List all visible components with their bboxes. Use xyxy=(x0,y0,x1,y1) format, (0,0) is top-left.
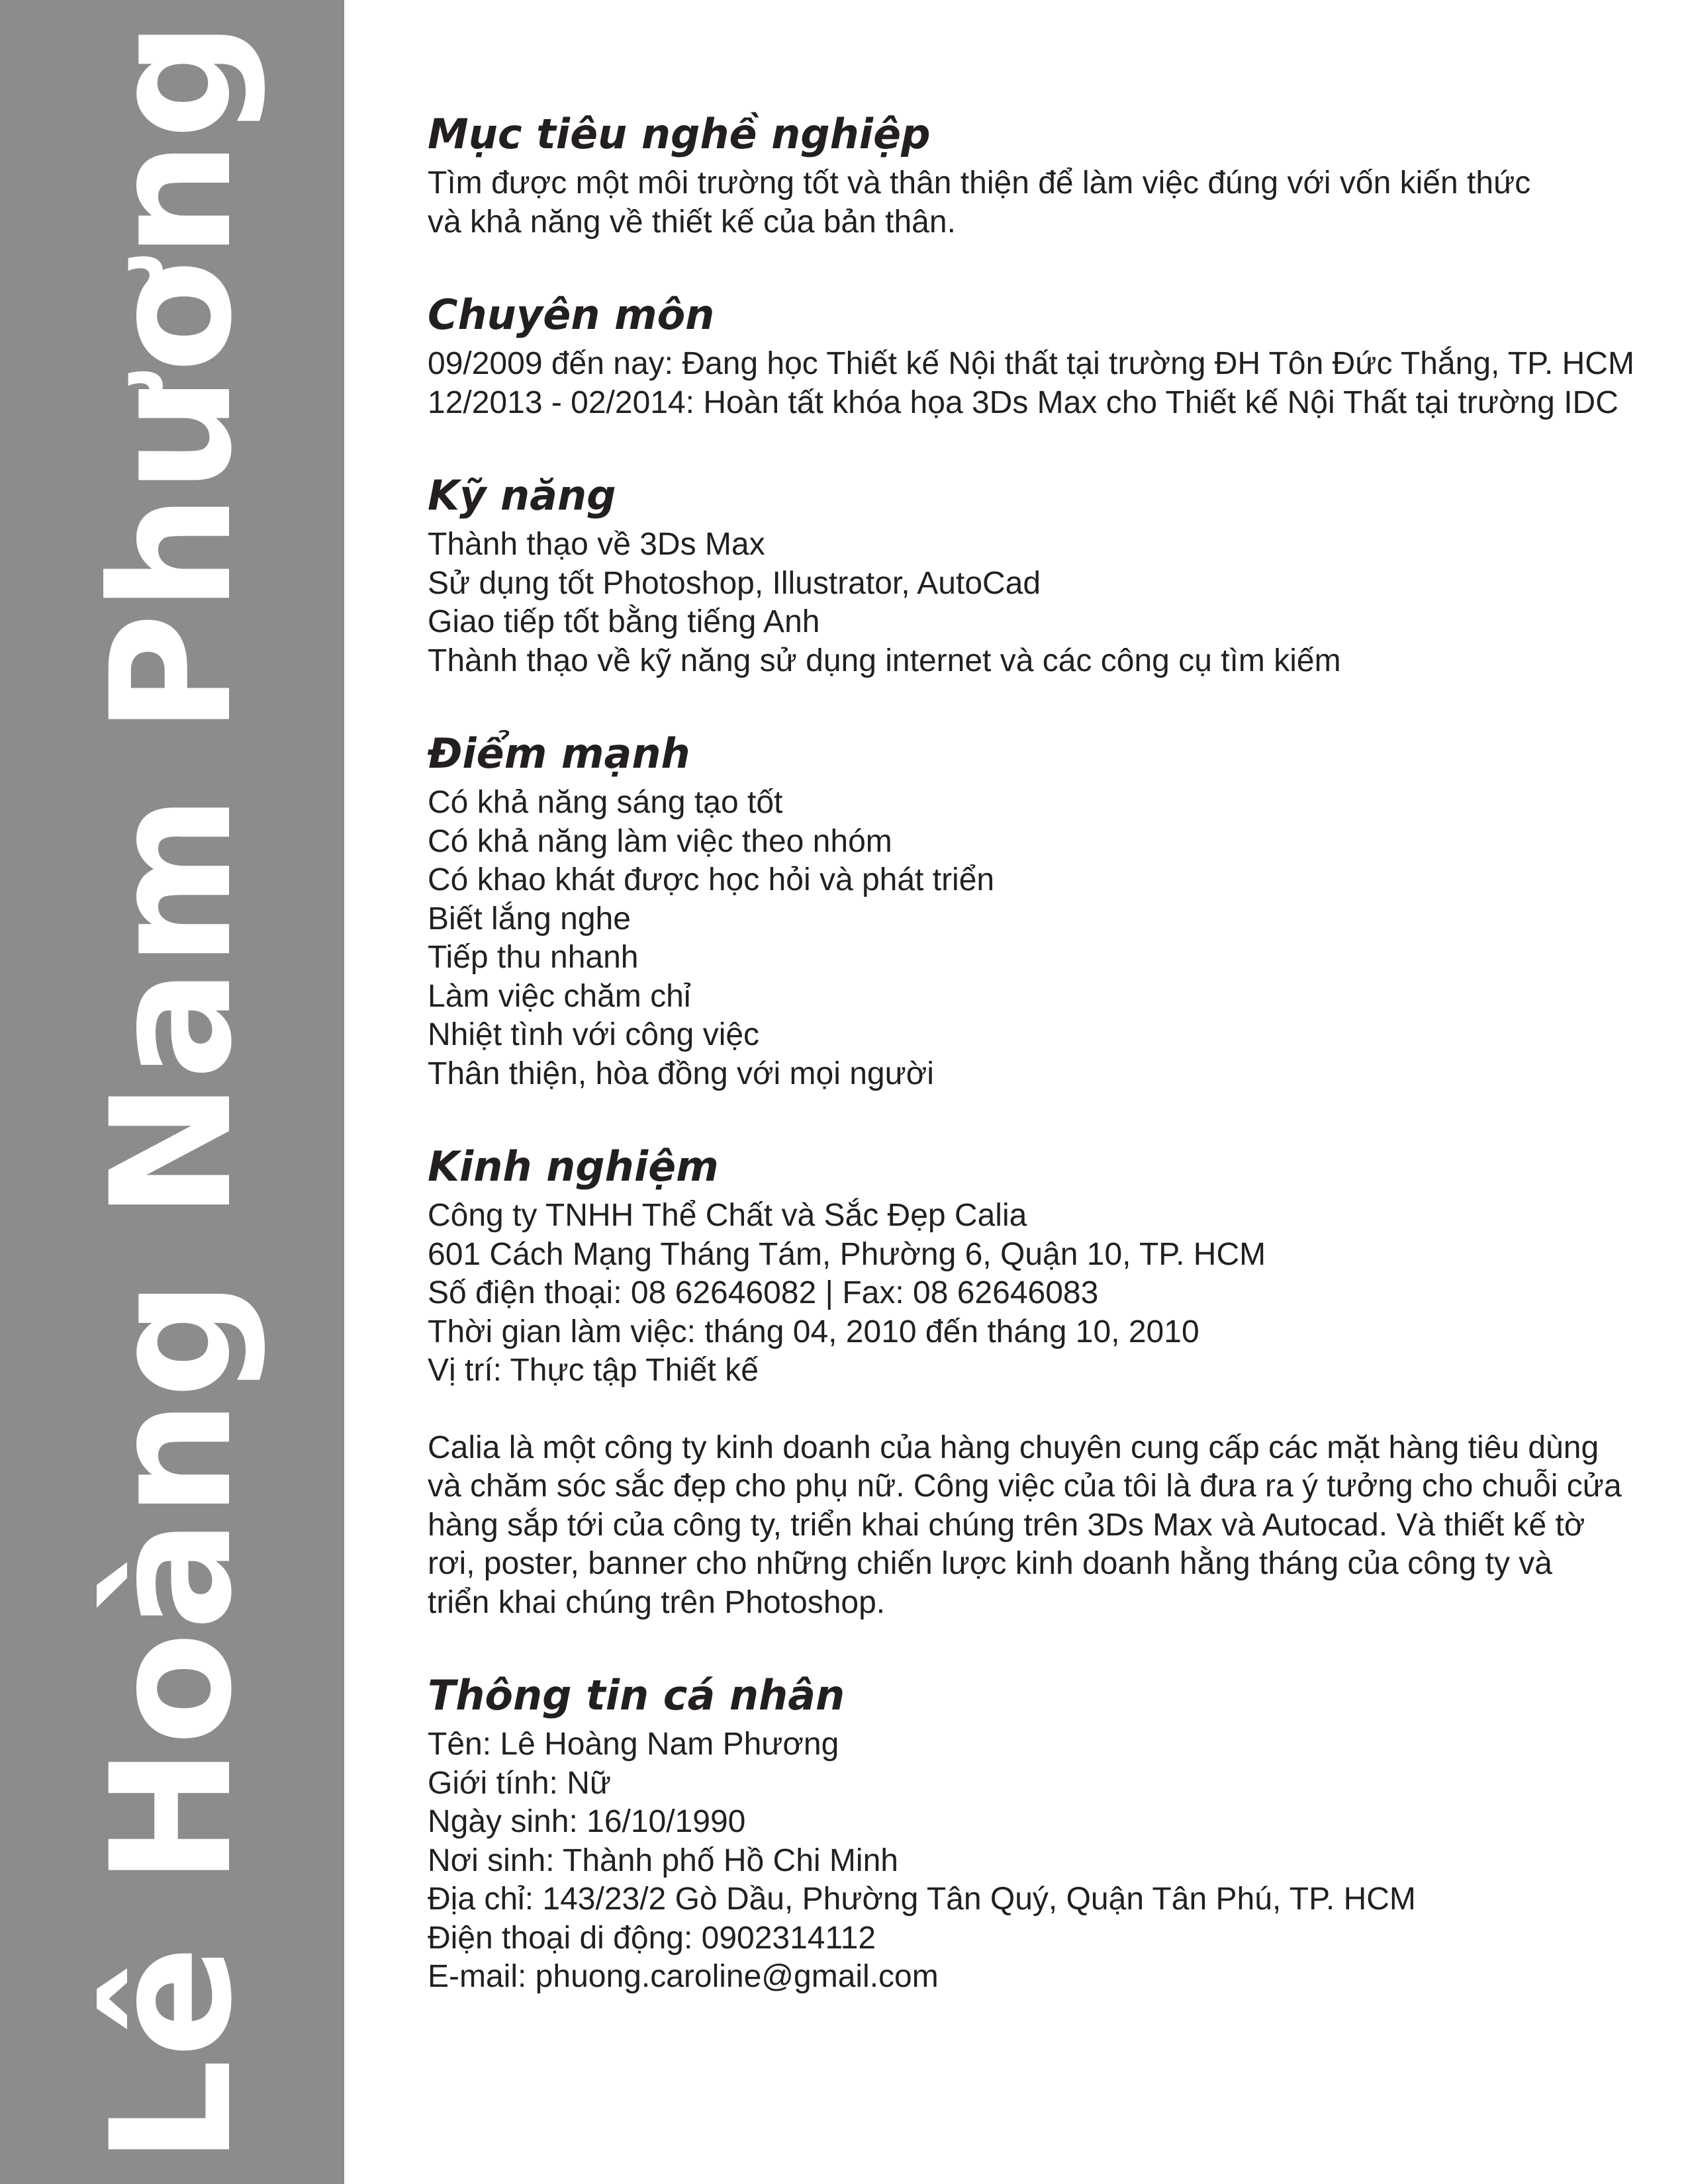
objective-line: và khả năng về thiết kế của bản thân. xyxy=(428,204,956,240)
skill-item: Thành thạo về 3Ds Max xyxy=(428,527,765,562)
skill-item: Sử dụng tốt Photoshop, Illustrator, AutoCad xyxy=(428,565,1041,601)
personal-gender: Giới tính: Nữ xyxy=(428,1765,612,1801)
strength-item: Thân thiện, hòa đồng với mọi người xyxy=(428,1056,934,1091)
company-name: Công ty TNHH Thể Chất và Sắc Đẹp Calia xyxy=(428,1198,1027,1233)
strength-item: Có khả năng sáng tạo tốt xyxy=(428,785,783,820)
personal-birthplace: Nơi sinh: Thành phố Hồ Chi Minh xyxy=(428,1843,898,1878)
strengths-title: Điểm mạnh xyxy=(428,729,690,778)
experience-description xyxy=(428,1429,1632,1623)
skill-item: Thành thạo về kỹ năng sử dụng internet và các công cụ tìm kiếm xyxy=(428,643,1341,678)
company-phone: Số điện thoại: 08 62646082 | Fax: 08 62646083 xyxy=(428,1275,1099,1310)
skills-section xyxy=(428,467,1632,680)
personal-phone: Điện thoại di động: 0902314112 xyxy=(428,1920,876,1956)
strength-item: Biết lắng nghe xyxy=(428,901,631,936)
description-line: và chăm sóc sắc đẹp cho phụ nữ. Công việc của tôi là đưa ra ý tưởng cho chuỗi cửa xyxy=(428,1469,1622,1504)
resume-content xyxy=(428,106,1632,2042)
sidebar xyxy=(0,0,344,2184)
personal-email: E-mail: phuong.caroline@gmail.com xyxy=(428,1959,939,1994)
strength-item: Nhiệt tình với công việc xyxy=(428,1017,760,1052)
strength-item: Có khao khát được học hỏi và phát triển xyxy=(428,862,995,897)
personal-title: Thông tin cá nhân xyxy=(428,1671,845,1719)
education-section xyxy=(428,287,1632,422)
personal-birthdate: Ngày sinh: 16/10/1990 xyxy=(428,1804,746,1839)
candidate-name: Lê Hoàng Nam Phương xyxy=(75,19,268,2165)
strength-item: Có khả năng làm việc theo nhóm xyxy=(428,823,892,859)
experience-title: Kinh nghiệm xyxy=(428,1142,719,1191)
job-position: Vị trí: Thực tập Thiết kế xyxy=(428,1353,759,1388)
description-line: rơi, poster, banner cho những chiến lược kinh doanh hằng tháng của công ty và xyxy=(428,1546,1552,1581)
strength-item: Tiếp thu nhanh xyxy=(428,940,639,975)
company-address: 601 Cách Mạng Tháng Tám, Phường 6, Quận 10, TP. HCM xyxy=(428,1236,1266,1272)
objective-section xyxy=(428,106,1632,242)
personal-name: Tên: Lê Hoàng Nam Phương xyxy=(428,1727,839,1762)
description-line: triển khai chúng trên Photoshop. xyxy=(428,1584,886,1620)
education-line: 09/2009 đến nay: Đang học Thiết kế Nội thất tại trường ĐH Tôn Đức Thắng, TP. HCM xyxy=(428,346,1634,381)
strength-item: Làm việc chăm chỉ xyxy=(428,978,691,1014)
personal-address: Địa chỉ: 143/23/2 Gò Dầu, Phường Tân Quý, Quận Tân Phú, TP. HCM xyxy=(428,1882,1416,1917)
education-title: Chuyên môn xyxy=(428,291,715,339)
description-line: hàng sắp tới của công ty, triển khai chúng trên 3Ds Max và Autocad. Và thiết kế tờ xyxy=(428,1507,1585,1543)
objective-line: Tìm được một môi trường tốt và thân thiện để làm việc đúng với vốn kiến thức xyxy=(428,165,1531,201)
personal-section xyxy=(428,1667,1632,1997)
objective-title: Mục tiêu nghề nghiệp xyxy=(428,110,931,158)
skill-item: Giao tiếp tốt bằng tiếng Anh xyxy=(428,604,820,639)
skills-title: Kỹ năng xyxy=(428,471,616,520)
experience-section xyxy=(428,1138,1632,1622)
education-line: 12/2013 - 02/2014: Hoàn tất khóa họa 3Ds Max cho Thiết kế Nội Thất tại trường IDC xyxy=(428,385,1618,420)
strengths-section xyxy=(428,725,1632,1093)
description-line: Calia là một công ty kinh doanh của hàng chuyên cung cấp các mặt hàng tiêu dùng xyxy=(428,1430,1599,1465)
work-period: Thời gian làm việc: tháng 04, 2010 đến tháng 10, 2010 xyxy=(428,1314,1199,1349)
